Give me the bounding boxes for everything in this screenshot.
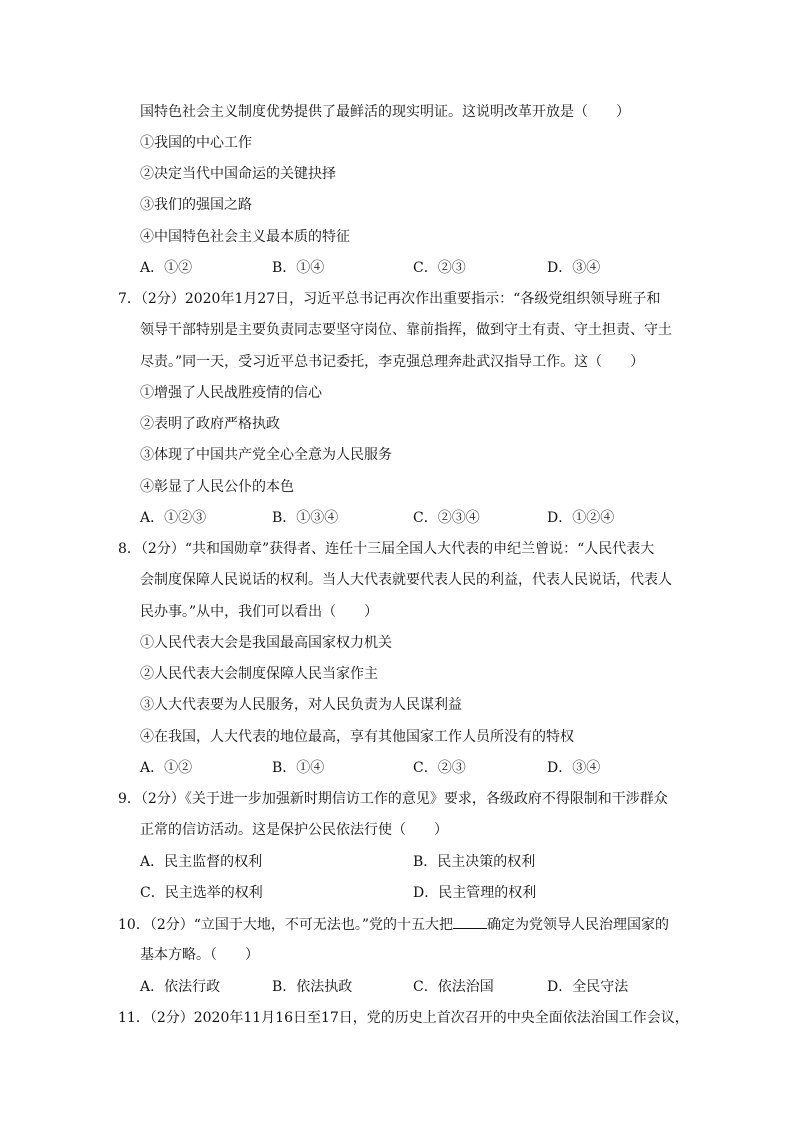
q10-stem-part-2: 确定为党领导人民治理国家的 xyxy=(487,917,670,933)
q7-stem-line-1: 7．（2分）2020年1月27日，习近平总书记再次作出重要指示：“各级党组织领导班子和 xyxy=(118,291,661,307)
q8-stem-line-3: 民办事。”从中，我们可以看出（ ） xyxy=(140,604,379,620)
q11-stem-line-1: 11．（2分）2020年11月16日至17日，党的历史上首次召开的中央全面依法治国工作会议， xyxy=(118,1010,689,1026)
q6-item-2: ②决定当代中国命运的关键抉择 xyxy=(140,166,336,182)
q10-option-c: C．依法治国 xyxy=(413,979,494,995)
q6-item-3: ③我们的强国之路 xyxy=(140,197,252,213)
q8-option-a: A．①② xyxy=(140,760,193,776)
q10-stem-line-1 xyxy=(118,914,669,935)
q10-stem-line-2: 基本方略。（ ） xyxy=(140,947,259,963)
q7-option-b: B．①③④ xyxy=(272,510,339,526)
q8-option-c: C．②③ xyxy=(413,760,466,776)
q6-item-1: ①我国的中心工作 xyxy=(140,135,252,151)
q8-stem-line-1: 8．（2分）“共和国勋章”获得者、连任十三届全国人大代表的申纪兰曾说：“人民代表大 xyxy=(118,541,655,557)
q8-option-b: B．①④ xyxy=(272,760,325,776)
q7-option-a: A．①②③ xyxy=(140,510,207,526)
q9-option-d: D．民主管理的权利 xyxy=(413,885,537,901)
q10-option-b: B．依法执政 xyxy=(272,979,353,995)
q7-item-3: ③体现了中国共产党全心全意为人民服务 xyxy=(140,447,392,463)
q6-option-b: B．①④ xyxy=(272,260,325,276)
q8-item-1: ①人民代表大会是我国最高国家权力机关 xyxy=(140,635,392,651)
q7-option-d: D．①②④ xyxy=(547,510,615,526)
q8-item-3: ③人大代表要为人民服务，对人民负责为人民谋利益 xyxy=(140,697,462,713)
q7-item-1: ①增强了人民战胜疫情的信心 xyxy=(140,385,322,401)
q7-stem-line-3: 尽责。”同一天，受习近平总书记委托，李克强总理奔赴武汉指导工作。这（ ） xyxy=(140,354,645,370)
q6-stem: 国特色社会主义制度优势提供了最鲜活的现实明证。这说明改革开放是（ ） xyxy=(140,104,630,120)
q7-item-4: ④彰显了人民公仆的本色 xyxy=(140,479,294,495)
q6-option-a: A．①② xyxy=(140,260,193,276)
q7-stem-line-2: 领导干部特别是主要负责同志要坚守岗位、靠前指挥，做到守土有责、守土担责、守土 xyxy=(140,322,672,338)
q9-stem-line-1: 9．（2分）《关于进一步加强新时期信访工作的意见》要求，各级政府不得限制和干涉群众 xyxy=(118,791,668,807)
q8-stem-line-2: 会制度保障人民说话的权利。当人大代表就要代表人民的利益，代表人民说话，代表人 xyxy=(140,572,672,588)
q8-item-2: ②人民代表大会制度保障人民当家作主 xyxy=(140,666,378,682)
q6-option-d: D．③④ xyxy=(547,260,601,276)
q9-option-c: C．民主选举的权利 xyxy=(140,885,263,901)
q7-option-c: C．②③④ xyxy=(413,510,480,526)
q9-stem-line-2: 正常的信访活动。这是保护公民依法行使（ ） xyxy=(140,822,448,838)
q9-option-a: A．民主监督的权利 xyxy=(140,854,263,870)
q10-option-a: A．依法行政 xyxy=(140,979,221,995)
q9-option-b: B．民主决策的权利 xyxy=(413,854,536,870)
q8-option-d: D．③④ xyxy=(547,760,601,776)
q10-fill-blank xyxy=(453,914,487,929)
q8-item-4: ④在我国，人大代表的地位最高，享有其他国家工作人员所没有的特权 xyxy=(140,729,574,745)
q6-option-c: C．②③ xyxy=(413,260,466,276)
q10-option-d: D．全民守法 xyxy=(547,979,629,995)
q6-item-4: ④中国特色社会主义最本质的特征 xyxy=(140,229,350,245)
q10-stem-part-1: 10．（2分）“立国于大地，不可无法也。”党的十五大把 xyxy=(118,917,454,933)
q7-item-2: ②表明了政府严格执政 xyxy=(140,416,280,432)
